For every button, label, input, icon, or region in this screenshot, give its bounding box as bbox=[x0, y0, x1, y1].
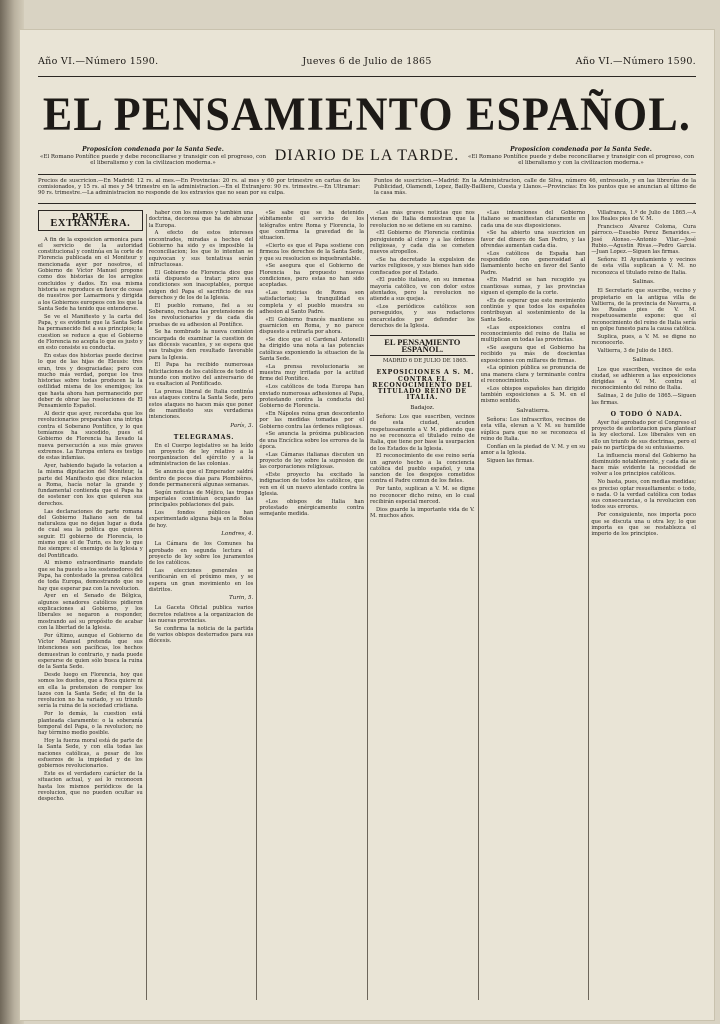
paragraph: En el Cuerpo legislativo se ha leído un proyecto de ley relativo a la reorganizacion del ejército y a la administracion de las colonias. bbox=[148, 442, 254, 468]
paragraph: Se anuncia que el Emperador saldrá dentro de pocos días para Plombières, donde permanecerá algunas semanas. bbox=[148, 469, 254, 488]
dateline: París, 3. bbox=[230, 422, 254, 429]
column-4-text-b bbox=[370, 414, 475, 519]
block-heading: EXPOSICIONES A S. M. CONTRA EL RECONOCIMIENTO DEL TITULADO REINO DE ITALIA. bbox=[372, 369, 475, 402]
paragraph: «Los obispos españoles han dirigido también exposiciones a S. M. en el mismo sentido. bbox=[480, 385, 586, 405]
paragraph: Se confirma la noticia de la partida de varios obispos desterrados para sus diócesis. bbox=[148, 625, 254, 645]
paragraph: A fin de la exposicion armonica para el servicio de la autoridad constitucional y continúa en la corte de Florencia publicada en el Moniteur y mencionada ayer por nosotros, el Gobierno de Víctor Manuel propone como dos historias de los arreglos concluidos y dados. En esa misma historia se reproduce en favor de cosas de nuestros por Lamarmora y dirigida a los Gobiernos europeos con los que la Santa Sede ha tenido que entenderse. bbox=[38, 236, 143, 312]
paragraph: «Los periódicos católicos son perseguidos, y sus redactores encarcelados por defender los derechos de la Iglesia. bbox=[370, 304, 475, 330]
paragraph: Ayer fué aprobado por el Congreso el proyecto de autorizacion para plantear la ley electoral. Los liberales ven en ello un triunfo de sus doctrinas, pero el país no participa de su entusiasmo. bbox=[591, 419, 696, 451]
paragraph: Ayer en el Senado de Bélgica, algunos senadores católicos pidieron explicaciones al Gobierno, y los liberales se negaron a responder, mostrando así su propósito de acabar con la libertad de la Iglesia. bbox=[38, 593, 143, 631]
paragraph: «Las exposiciones contra el reconocimiento del reino de Italia se multiplican en todas las provincias. bbox=[480, 324, 586, 344]
paragraph: «Las más graves noticias que nos vienen de Italia demuestran que la revolucion no se detiene en su camino. bbox=[370, 210, 475, 229]
paragraph: Por lo demás, la cuestion está planteada claramente: o la soberanía temporal del Papa, o la revolucion; no hay término medio posible. bbox=[38, 711, 143, 737]
paragraph: Desde luego en Florencia, hoy que somos los dueños, que a Roca quiere ni en ella la pretension de romper los lazos con la Santa Sede; el fin de la revolucion no ha variado, y su triunfo sería la ruina de la sociedad cristiana. bbox=[38, 671, 143, 710]
column-rule bbox=[588, 214, 589, 1000]
paragraph: Por último, aunque el Gobierno de Víctor Manuel pretenda que sus intenciones son pacíficas, los hechos demuestran lo contrario, y nada puede esperarse de quien sólo busca la ruina de la Santa Sede. bbox=[38, 632, 143, 671]
paragraph: A efecto de estos intereses encontrados, miradas a hechos del Gobierno ha sido y es imposible la reconciliacion; los que lo intentan se equivocan y sus tentativas serán infructuosas. bbox=[148, 230, 254, 268]
column-2 bbox=[149, 210, 254, 1000]
paragraph: La influencia moral del Gobierno ha disminuido notablemente, y cada día se hace más evidente la necesidad de volver a los principios católicos. bbox=[591, 452, 696, 478]
paragraph: «Las Cámaras italianas discuten un proyecto de ley sobre la supresion de las corporaciones religiosas. bbox=[259, 451, 364, 471]
paragraph: Se ve el Manifiesto y la carta del Papa, y es evidente que la Santa Sede ha permanecido fiel a sus principios; la cuestion se reduce a que el Gobierno de Florencia no acepta lo que es justo y en esto consiste su conducta. bbox=[38, 313, 143, 352]
column-3 bbox=[259, 210, 364, 1000]
column-5 bbox=[481, 210, 586, 1000]
motto-right-text: «El Romano Pontífice puede y debe reconciliarse y transigir con el progreso, con el liberalismo y con la civilizacion moderna.» bbox=[467, 153, 695, 167]
subscription-prices: Precios de suscricion.—En Madrid: 12 rs. al mes.—En Provincias: 20 rs. al mes y 60 por trimestre en cartas de los comisionados, y 15 rs. al mes y 54 trimestre en la administracion.—En el Extranjero: 90 rs. trimestre.—En Ultramar: 90 rs. trimestre.—La administracion no responde de los extravíos que no sean por su culpa. bbox=[38, 178, 360, 197]
paragraph: «Los obispos de Italia han protestado enérgicamente contra semejante medida. bbox=[259, 498, 364, 518]
paragraph: En estas dos historias puede decirse lo que de las hijas de Eleusis: tres eran, tres y desgraciadas; pero con mucho más verdad, porque los tres historias sobre todas producen la la ostilidad misma de los enemigos; los que hasta ahora han permanecido por deber de obrar las resoluciones de El Pensamiento Español. bbox=[38, 352, 143, 410]
paragraph: Villafranca, 1.º de Julio de 1865.—A los Reales pies de V. M. bbox=[591, 210, 696, 223]
issue-number-left: Año VI.—Número 1590. bbox=[38, 56, 159, 67]
paragraph: Las elecciones generales se verificarán en el próximo mes, y se espera un gran movimiento en los distritos. bbox=[148, 567, 254, 593]
masthead bbox=[38, 76, 696, 166]
header-topline bbox=[38, 56, 696, 74]
column-6-text-d bbox=[591, 420, 696, 538]
paragraph: Salinas, 2 de Julio de 1865.—Siguen las firmas. bbox=[591, 393, 696, 406]
paragraph: Señora: Los que suscriben, vecinos de esta ciudad, acuden respetuosamente a V. M. pidiendo que no se reconozca el titulado reino de Italia, que tiene por base la usurpacion de los Estados de la Iglesia. bbox=[370, 414, 475, 452]
paragraph: Confían en la piedad de V. M. y en su amor a la Iglesia. bbox=[480, 443, 586, 456]
paragraph: «Se ha decretado la expulsion de varios religiosos, y sus bienes han sido confiscados por el Estado. bbox=[370, 257, 475, 276]
paragraph: El reconocimiento de ese reino sería un agravio hecho a la conciencia católica del pueblo español, y una sancion de los despojos cometidos contra el Padre comun de los fieles. bbox=[370, 453, 475, 485]
paragraph: haber con los mismos y también una doctrina, decorosa que ha de abrazar la Europa. bbox=[148, 210, 254, 229]
column-6-text bbox=[591, 210, 696, 276]
motto-left bbox=[38, 147, 268, 167]
paragraph: Valtierra, 3 de Julio de 1865. bbox=[597, 347, 673, 354]
issue-date: Jueves 6 de Julio de 1865 bbox=[302, 56, 432, 67]
dateline: Salinas. bbox=[632, 278, 655, 285]
newspaper-body bbox=[38, 210, 696, 1000]
newspaper-subtitle: DIARIO DE LA TARDE. bbox=[274, 147, 460, 164]
paragraph: «La opinion pública se pronuncia de una manera clara y terminante contra el reconocimiento. bbox=[480, 365, 586, 384]
paragraph: «La prensa revolucionaria se muestra muy irritada por la actitud firme del Pontífice. bbox=[259, 363, 364, 383]
paragraph: Suplica, pues, a V. M. se digne no reconocerlo. bbox=[591, 333, 696, 347]
motto-left-text: «El Romano Pontífice puede y debe reconciliarse y transigir con el progreso, con el liberalismo y con la civilizacion moderna.» bbox=[39, 153, 267, 167]
paragraph: «Se ha abierto una suscricion en favor del dinero de San Pedro, y las ofrendas aumentan cada día. bbox=[480, 230, 586, 249]
column-rule bbox=[256, 214, 257, 1000]
paragraph: Al mismo extraordinario mandato que se ha puesto a los sostenedores del Papa, ha contestado la prensa católica de toda Europa, demostrando que no hay que esperar paz con la revolucion. bbox=[38, 560, 143, 592]
paragraph: «El Gobierno francés mantiene su guarnicion en Roma, y no parece dispuesto a retirarla por ahora. bbox=[259, 316, 364, 336]
paragraph: La prensa liberal de Italia continúa sus ataques contra la Santa Sede, pero estos ataques no hacen más que poner de manifiesto sus verdaderas intenciones. bbox=[148, 389, 254, 421]
paragraph: «Los católicos de toda Europa han enviado numerosas adhesiones al Papa, protestando contra la conducta del Gobierno de Florencia. bbox=[259, 384, 364, 410]
paragraph: Este es el verdadero carácter de la situacion actual, y así lo reconocen hasta los mismos periódicos de la revolucion, que no pueden ocultar su despecho. bbox=[38, 770, 143, 803]
column-rule bbox=[478, 214, 479, 1000]
paragraph: Al decir que ayer, recordaba que los revolucionarios preparaban una intriga contra el Soberano Pontífice, y lo que temíamos ha sucedido, pues el Gobierno de Florencia ha llevado la nueva persecución a sus más graves extremos. La Europa entera es testigo de estas infamias. bbox=[38, 411, 143, 462]
column-2-text bbox=[149, 210, 254, 421]
dateline: Turin, 5. bbox=[229, 595, 254, 602]
paragraph: Francisco Alvarez Coloma, Cura párroco.—Eusebio Perez Benavides.—José Alonso.—Antonio Vilar.—José Rubio.—Agustin Rivas.—Pedro Garcia.—Juan Lopez.—Siguen las firmas. bbox=[591, 224, 696, 256]
column-rule bbox=[367, 214, 368, 1000]
paragraph: El pueblo romano, fiel a su Soberano, rechaza las pretensiones de los revolucionarios y da cada día pruebas de su adhesion al Pontífice. bbox=[148, 302, 254, 328]
column-2-text-c bbox=[149, 541, 254, 593]
paragraph: «En Madrid se han recogido ya cuantiosas sumas, y las provincias siguen el ejemplo de la corte. bbox=[480, 277, 586, 297]
column-3-text bbox=[259, 210, 364, 518]
column-1 bbox=[38, 210, 143, 1000]
block-heading: TELEGRAMAS. bbox=[173, 433, 235, 441]
paragraph: «Cierto es que el Papa sostiene con firmeza los derechos de la Santa Sede, y que su resolucion es inquebrantable. bbox=[259, 242, 364, 262]
paragraph: Los que suscriben, vecinos de esta ciudad, se adhieren a las exposiciones dirigidas a V. M. contra el reconocimiento del reino de Italia. bbox=[591, 366, 696, 392]
paragraph: Los fondos públicos han experimentado alguna baja en la Bolsa de hoy. bbox=[148, 510, 254, 529]
paragraph: La Gaceta Oficial publica varios decretos relativos a la organizacion de las nuevas provincias. bbox=[148, 605, 254, 625]
column-6-text-b bbox=[591, 288, 696, 354]
dateline: Londres, 4. bbox=[221, 530, 254, 537]
masthead-subline bbox=[38, 147, 696, 167]
issue-number-right: Año VI.—Número 1590. bbox=[575, 56, 696, 67]
paragraph: El Gobierno de Florencia dice que está dispuesto a tratar; pero sus condiciones son inaceptables, porque exigen del Papa el sacrificio de sus derechos y de los de la Iglesia. bbox=[148, 269, 254, 301]
column-2-text-b bbox=[149, 443, 254, 529]
paragraph: La Cámara de los Comunes ha aprobado en segunda lectura el proyecto de ley sobre los juramentos de los católicos. bbox=[148, 541, 254, 567]
paragraph: «Se dice que el Cardenal Antonelli ha dirigido una nota a las potencias católicas exponiendo la situacion de la Santa Sede. bbox=[259, 337, 364, 363]
column-2-text-d bbox=[149, 605, 254, 644]
paragraph: «Se asegura que el Gobierno ha recibido ya más de doscientas exposiciones con millares de firmas. bbox=[480, 344, 586, 364]
subscription-info bbox=[38, 174, 696, 204]
paragraph: «Las intenciones del Gobierno italiano se manifiestan claramente en cada una de sus disposiciones. bbox=[480, 210, 586, 229]
newspaper-title: EL PENSAMIENTO ESPAÑOL. bbox=[42, 88, 692, 141]
paragraph: Se ha nombrado la nueva comision encargada de examinar la cuestion de las diócesis vacantes, y se espera que sus trabajos den resultado favorable para la Iglesia. bbox=[148, 329, 254, 361]
paragraph: «Este proyecto ha excitado la indignacion de todos los católicos, que ven en él un nuevo atentado contra la Iglesia. bbox=[259, 472, 364, 497]
paragraph: El Secretario que suscribe, vecino y propietario en la antigua villa de Valtierra, de la provincia de Navarra, a los Reales pies de V. M. respetuosamente expone: que el reconocimiento del reino de Italia sería un golpe funesto para la causa católica. bbox=[591, 288, 696, 333]
motto-right-head: Proposicion condenada por la Santa Sede. bbox=[510, 146, 652, 153]
column-6-text-c bbox=[591, 367, 696, 406]
paragraph: «Se sabe que se ha detenido súbitamente el servicio de los telégrafos entre Roma y Florencia, lo que confirma la gravedad de la situacion. bbox=[259, 210, 364, 242]
dateline: Salvatierra. bbox=[516, 407, 550, 414]
editorial-title: EL PENSAMIENTO ESPAÑOL. bbox=[370, 335, 475, 356]
paragraph: «Se asegura que el Gobierno de Florencia ha propuesto nuevas condiciones, pero estas no han sido aceptadas. bbox=[259, 263, 364, 289]
dateline: Badajoz. bbox=[410, 404, 435, 411]
paragraph: «El pueblo italiano, en su inmensa mayoría católico, ve con dolor estos atentados, pero la revolucion no atiende a sus quejas. bbox=[370, 277, 475, 303]
motto-left-head: Proposicion condenada por la Santa Sede. bbox=[82, 146, 224, 153]
subscription-points: Puntos de suscricion.—Madrid: En la Administracion, calle de Silva, número 46, entresuelo, y en las librerías de la Publicidad, Olamendi, Lopez, Bailly-Bailliere, Cuesta y Llanos.—Provincias: En los puntos que se anuncian al último de la casa más. bbox=[374, 178, 696, 197]
paragraph: «El Gobierno de Florencia continúa persiguiendo al clero y a las órdenes religiosas, y cada día se cometen nuevos atropellos. bbox=[370, 230, 475, 256]
column-4-text bbox=[370, 210, 475, 329]
column-rule bbox=[146, 214, 147, 1000]
paragraph: Señora: El Ayuntamiento y vecinos de esta villa suplican a V. M. no reconozca el titulado reino de Italia. bbox=[591, 257, 696, 276]
paragraph: Según noticias de Méjico, las tropas imperiales continúan ocupando las principales poblaciones del país. bbox=[148, 489, 254, 509]
column-4 bbox=[370, 210, 475, 1000]
paragraph: Siguen las firmas. bbox=[486, 457, 534, 464]
editorial-date: MADRID 6 DE JULIO DE 1865. bbox=[382, 357, 468, 364]
column-1-text bbox=[38, 237, 143, 803]
paragraph: Ayer, habiendo bajado la votacion a la misma diputacion del Moniteur, la parte del Manifiesto que dice relacion a Roma, hacía notar la grande y fundamental contienda que el Papa ha de sostener con los que quieren sus derechos. bbox=[38, 462, 143, 507]
paragraph: «Las noticias de Roma son satisfactorias; la tranquilidad es completa y el pueblo muestra su adhesion al Santo Padre. bbox=[259, 290, 364, 315]
column-6 bbox=[591, 210, 696, 1000]
paragraph: El Papa ha recibido numerosas felicitaciones de los católicos de todo el mundo con motivo del aniversario de su exaltacion al Pontificado. bbox=[148, 362, 254, 388]
paragraph: «En Nápoles reina gran descontento por las medidas tomadas por el Gobierno contra las órdenes religiosas. bbox=[259, 410, 364, 430]
motto-right bbox=[466, 147, 696, 167]
paragraph: Dios guarde la importante vida de V. M. muchos años. bbox=[370, 506, 475, 519]
dateline: Salinas. bbox=[632, 357, 655, 364]
block-heading: O TODO Ó NADA. bbox=[610, 410, 683, 418]
section-heading: PARTE EXTRANJERA. bbox=[38, 210, 143, 231]
paragraph: Las declaraciones de parte romana del Gobierno Italiano son de tal naturaleza que no dejan lugar a duda de cual sea la política que quieren seguir. El gobierno de Florencia, lo mismo que el de Turin, es hoy lo que fue siempre: el enemigo de la Iglesia y del Pontificado. bbox=[38, 508, 143, 559]
paragraph: «Se anuncia la próxima publicacion de una Encíclica sobre los errores de la época. bbox=[259, 431, 364, 450]
paragraph: «Es de esperar que este movimiento continúe y que todos los españoles contribuyan al sostenimiento de la Santa Sede. bbox=[480, 297, 586, 323]
column-5-text bbox=[481, 210, 586, 405]
paragraph: Por tanto, suplican a V. M. se digne no reconocer dicho reino, en lo cual recibirán especial merced. bbox=[370, 486, 475, 505]
paragraph: «Los católicos de España han respondido con generosidad al llamamiento hecho en favor del Santo Padre. bbox=[480, 250, 586, 276]
column-5-text-b bbox=[481, 417, 586, 464]
paragraph: Señora: Los infrascritos, vecinos de esta villa, elevan a V. M. su humilde súplica para que no se reconozca el reino de Italia. bbox=[480, 416, 586, 442]
paragraph: Hoy la fuerza moral está de parte de la Santa Sede, y con ella todas las naciones católicas, a pesar de los esfuerzos de la impiedad y de los gobiernos revolucionarios. bbox=[38, 737, 143, 770]
paragraph: Por consiguiente, nos importa poco que se discuta una u otra ley; lo que importa es que se restablezca el imperio de los principios. bbox=[591, 512, 696, 538]
newspaper-sheet bbox=[20, 30, 714, 1020]
paragraph: No basta, pues, con medias medidas; es preciso optar resueltamente: o todo, o nada. O la verdad católica con todas sus consecuencias, o la revolucion con todos sus errores. bbox=[591, 479, 696, 511]
